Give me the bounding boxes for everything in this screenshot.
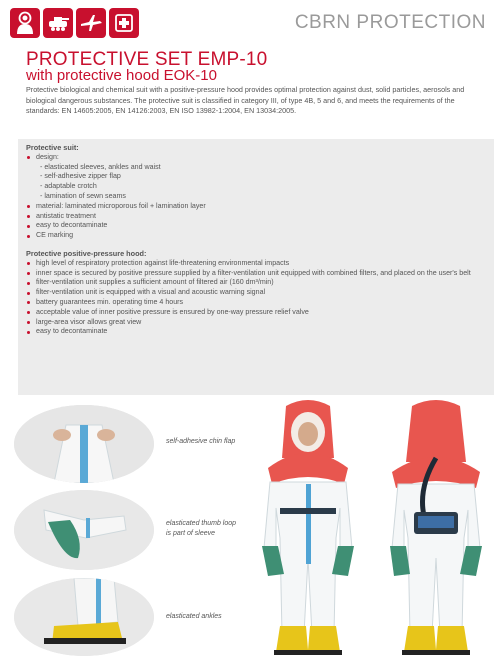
list-item: filter-ventilation unit supplies a sufficient amount of filtered air (160 dm³/min) xyxy=(26,278,486,288)
category-icons xyxy=(10,8,139,38)
list-item: CE marking xyxy=(26,231,486,241)
list-subitem: - lamination of sewn seams xyxy=(40,191,126,200)
list-subitem: - self-adhesive zipper flap xyxy=(40,172,121,181)
list-item: acceptable value of inner positive pressure is ensured by one-way pressure relief valve xyxy=(26,308,486,318)
product-intro: Protective biological and chemical suit with a positive-pressure hood provides optimal protection against dust, solid particles, aerosols and biological dangerous substances. The protective suit is classified in category III, of type 4B, 5 and 6, and meets the requirements of the standards: EN 14605:2005, EN 14126:2003, EN ISO 13982-1:2004, EN 13034:2005. xyxy=(26,85,465,115)
suit-list xyxy=(26,153,486,241)
list-item: material: laminated microporous foil + lamination layer xyxy=(26,202,486,212)
first-aid-cross-icon xyxy=(109,8,139,38)
list-item: inner space is secured by positive pressure supplied by a filter-ventilation unit equipped with combined filters, and placed on the user's belt xyxy=(26,269,486,279)
suit-front-figure xyxy=(248,398,368,662)
list-subitem: - adaptable crotch xyxy=(40,182,97,191)
thumb-loop-photo xyxy=(14,490,154,570)
list-item: antistatic treatment xyxy=(26,212,486,222)
detail-caption: elasticated ankles xyxy=(166,613,222,620)
list-item: design: xyxy=(26,153,486,163)
detail-caption: elasticated thumb loop is part of sleeve xyxy=(166,520,237,537)
list-subitem: - elasticated sleeves, ankles and waist xyxy=(40,162,161,171)
hood-heading: Protective positive-pressure hood: xyxy=(26,248,147,258)
chin-flap-photo xyxy=(14,405,154,483)
hood-list xyxy=(26,259,486,337)
list-item: large-area visor allows great view xyxy=(26,318,486,328)
airplane-icon xyxy=(76,8,106,38)
tank-icon xyxy=(43,8,73,38)
specifications-panel xyxy=(18,139,494,395)
detail-caption: self-adhesive chin flap xyxy=(166,438,236,445)
list-item: high level of respiratory protection against life-threatening environmental impacts xyxy=(26,259,486,269)
suit-heading: Protective suit: xyxy=(26,143,79,152)
list-item: battery guarantees min. operating time 4 hours xyxy=(26,298,486,308)
product-title: PROTECTIVE SET EMP-10 xyxy=(26,49,268,70)
ankle-photo xyxy=(14,578,154,656)
list-item: filter-ventilation unit is equipped with a visual and acoustic warning signal xyxy=(26,288,486,298)
product-subtitle: with protective hood EOK-10 xyxy=(26,67,217,84)
suit-back-figure xyxy=(378,398,494,662)
list-item: easy to decontaminate xyxy=(26,221,486,231)
person-in-suit-icon xyxy=(10,8,40,38)
section-label: CBRN PROTECTION xyxy=(294,12,486,33)
list-item: easy to decontaminate xyxy=(26,327,486,337)
